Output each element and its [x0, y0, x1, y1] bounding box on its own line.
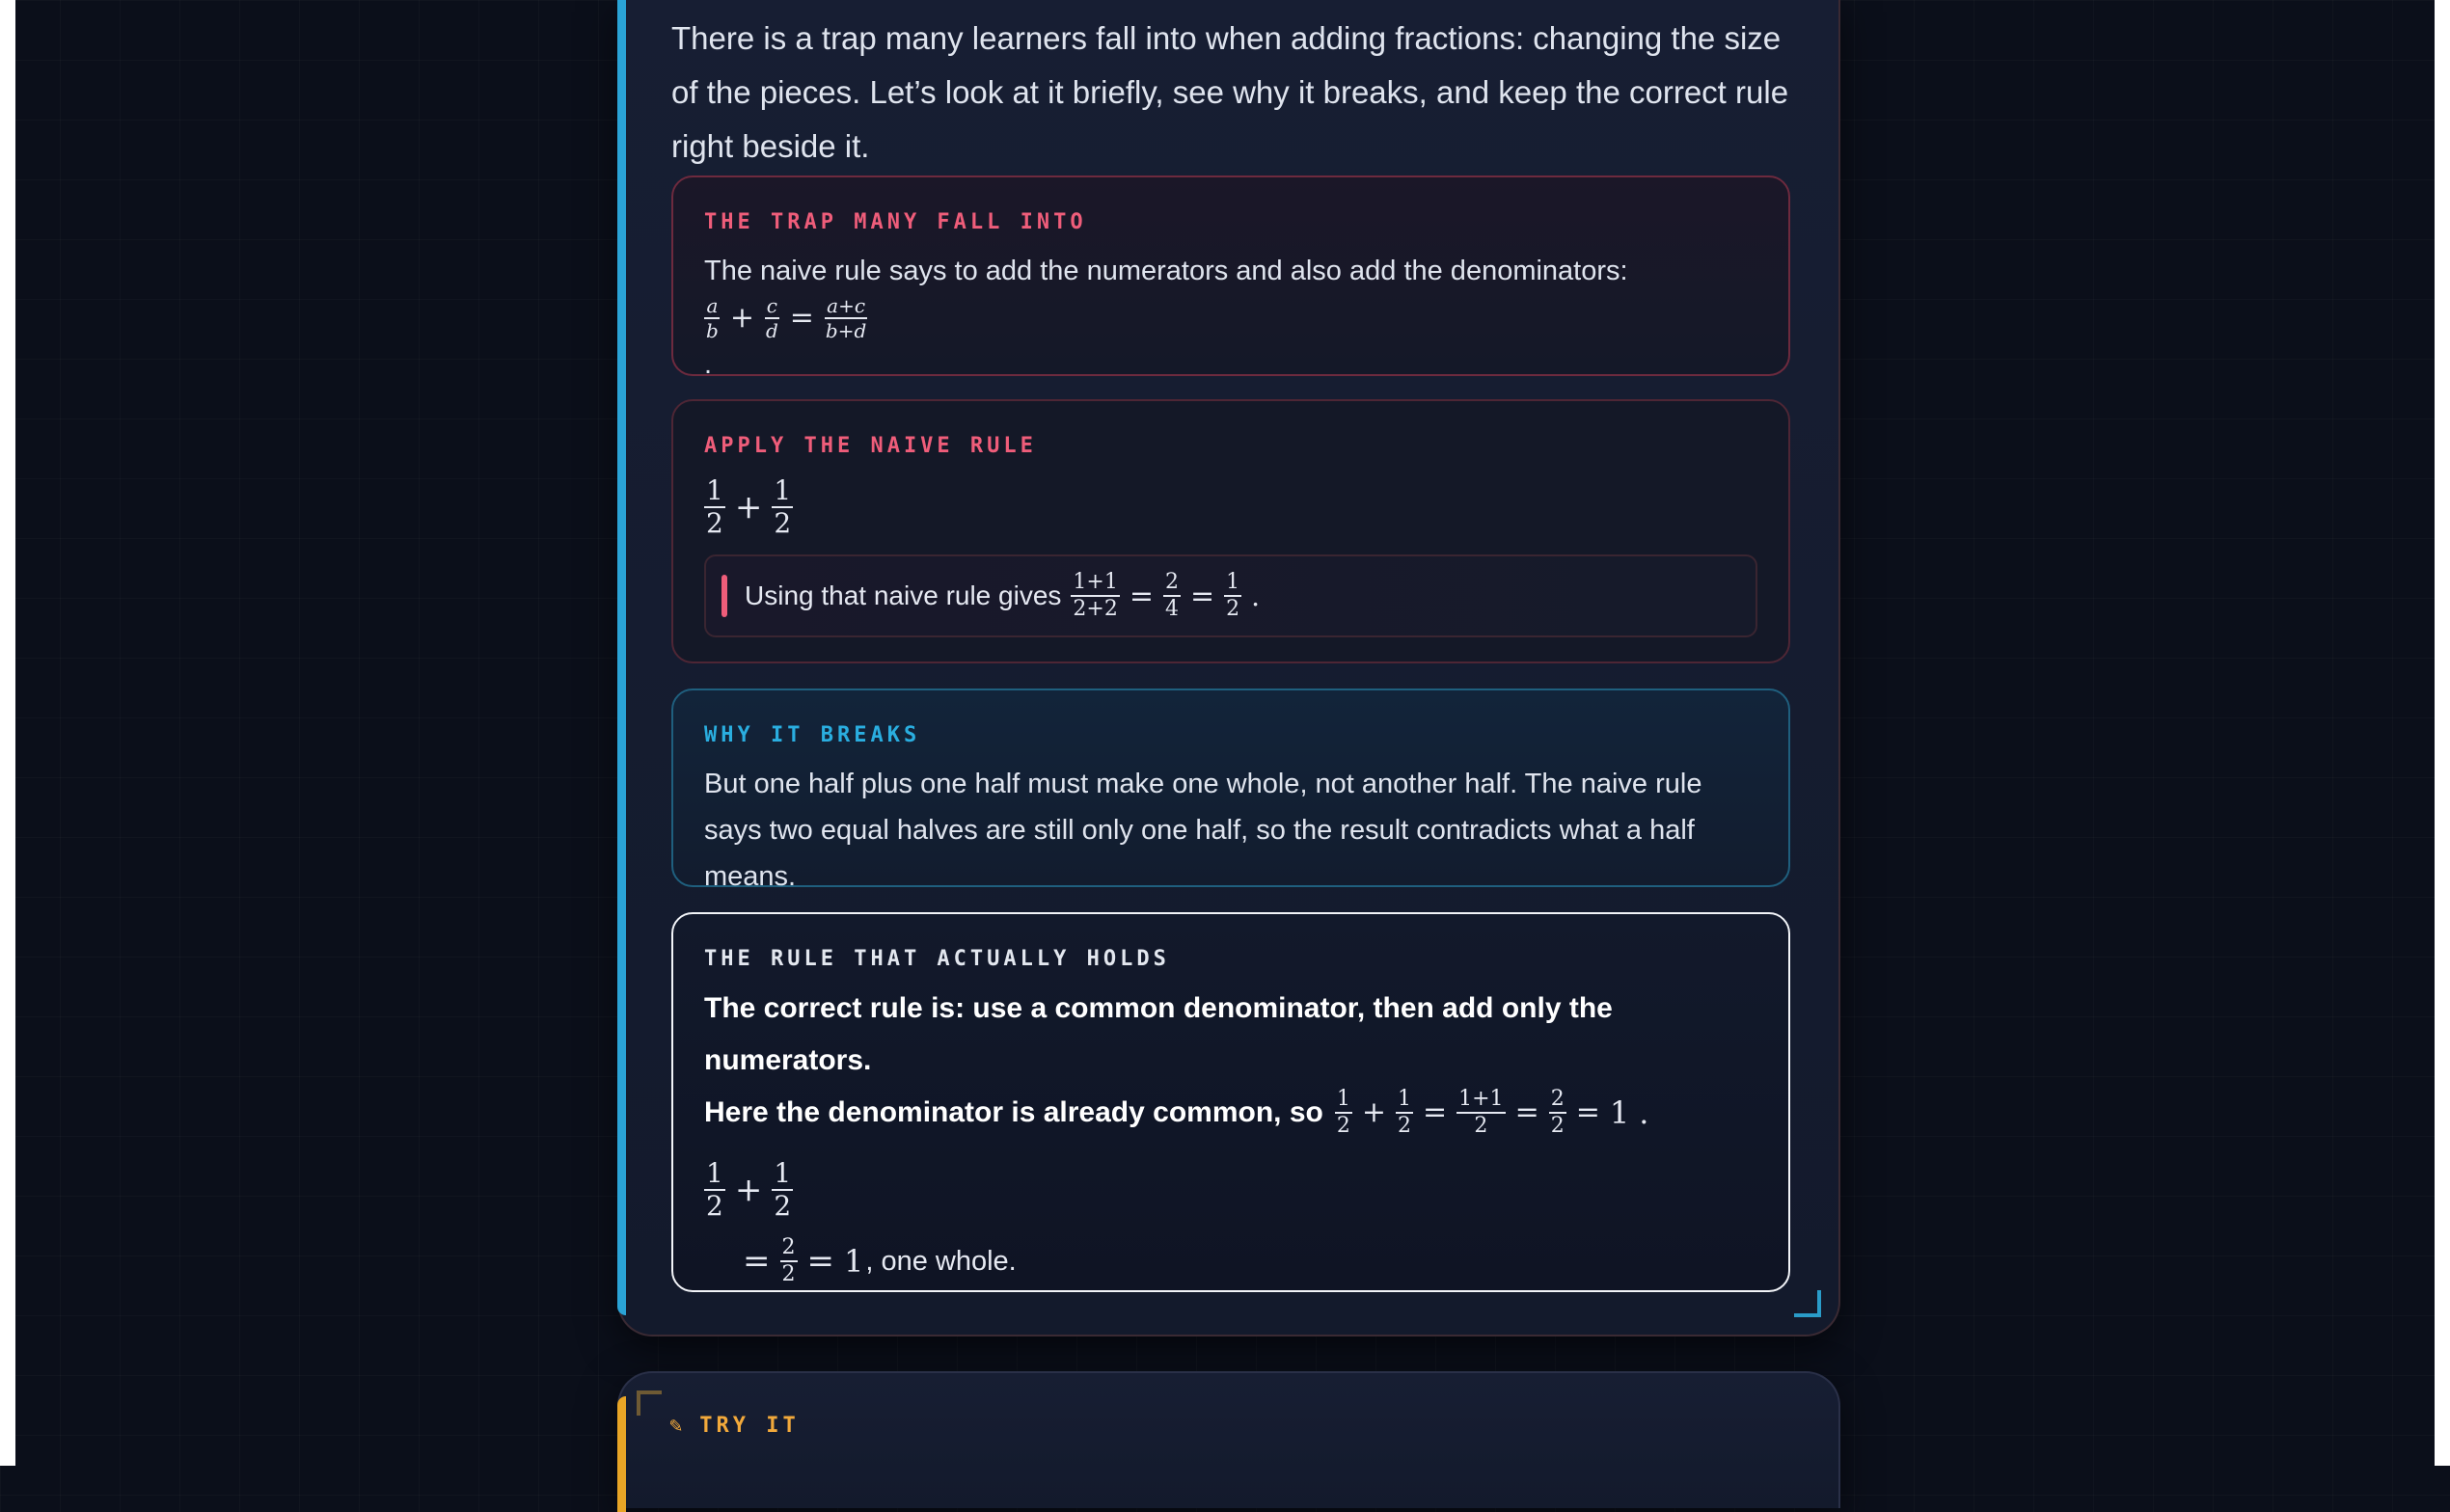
frac-den: 4 [1164, 597, 1179, 621]
rule-line-2 [704, 1087, 1757, 1139]
callout-end: . [1251, 580, 1261, 612]
frac-den: 2 [1474, 1114, 1488, 1138]
rule-label: THE RULE THAT ACTUALLY HOLDS [704, 947, 1170, 971]
frac-den: b+d [825, 319, 867, 343]
apply-expression [704, 474, 793, 539]
why-label: WHY IT BREAKS [704, 723, 921, 747]
try-it-label: TRY IT [699, 1414, 800, 1438]
frac-num: c [766, 294, 777, 318]
frac-num: 1 [1224, 572, 1241, 597]
callout-accent-bar [721, 575, 727, 617]
equals-sign: = [1514, 1095, 1539, 1129]
apply-label: APPLY THE NAIVE RULE [704, 434, 1037, 458]
try-it-header[interactable] [669, 1414, 800, 1438]
frac-den: 2+2 [1073, 597, 1118, 621]
frac-den: 2 [774, 1190, 792, 1222]
plus-sign: + [734, 1171, 763, 1209]
frac-num: 2 [1549, 1089, 1566, 1114]
rule-statement [704, 983, 1757, 1139]
plus-sign: + [729, 301, 754, 336]
naive-result-formula [1071, 572, 1260, 620]
lesson-card [617, 0, 1840, 1336]
result-one: 1 [1609, 1094, 1630, 1131]
plus-sign: + [1361, 1095, 1386, 1129]
rule-expression [704, 1157, 793, 1222]
frac-den: 2 [781, 1262, 796, 1286]
equals-sign: = [1422, 1095, 1448, 1129]
result-formula [743, 1237, 863, 1285]
callout-text [745, 572, 1260, 620]
card-accent-bar [617, 0, 626, 1315]
frac-den: b [706, 319, 719, 343]
trap-panel [671, 176, 1790, 381]
pencil-icon: ✎ [669, 1414, 687, 1438]
frac-num: 2 [1163, 572, 1181, 597]
trap-text-body: The naive rule says to add the numerators and also add the denominators: [704, 256, 1628, 286]
equals-sign: = [789, 301, 814, 336]
equals-sign: = [806, 1242, 834, 1281]
frac-den: 2 [1336, 1114, 1350, 1138]
trap-text-end: . [704, 349, 713, 381]
result-tail: , one whole. [865, 1245, 1017, 1277]
try-accent-bar [617, 1396, 626, 1512]
frac-den: 2 [1226, 597, 1240, 621]
formula-end: . [1639, 1094, 1649, 1131]
naive-rule-formula [704, 295, 868, 341]
trap-label: THE TRAP MANY FALL INTO [704, 210, 1087, 234]
frac-num: 1 [1335, 1089, 1352, 1114]
intro-paragraph: There is a trap many learners fall into when adding fractions: changing the size of the pieces. Let’s look at it briefly, see why it breaks, and keep the correct rule right beside it. [671, 20, 1789, 164]
window-frame-right [2435, 0, 2450, 1466]
frac-den: d [765, 319, 778, 343]
rule-line-1: The correct rule is: use a common denominator, then add only the numerators. [704, 992, 1613, 1076]
frac-den: 2 [706, 507, 723, 539]
apply-panel [671, 399, 1790, 663]
frac-num: 1 [774, 474, 792, 506]
frac-num: 1 [706, 474, 723, 506]
frac-den: 2 [774, 507, 792, 539]
equals-sign: = [1575, 1095, 1600, 1129]
try-it-card [617, 1371, 1840, 1508]
frac-num: 1 [774, 1157, 792, 1189]
corner-bracket-icon [637, 1390, 662, 1416]
rule-panel [671, 912, 1790, 1292]
trap-text [704, 248, 1757, 388]
frac-num: 2 [780, 1237, 798, 1262]
frac-num: 1+1 [1071, 572, 1119, 597]
why-text: But one half plus one half must make one whole, not another half. The naive rule says two equal halves are still only one half, so the result contradicts what a half means. [704, 769, 1702, 892]
callout-text-body: Using that naive rule gives [745, 580, 1062, 610]
frac-num: 1 [1396, 1089, 1413, 1114]
frac-den: 2 [1397, 1114, 1411, 1138]
equals-sign: = [743, 1242, 771, 1281]
equals-sign: = [1189, 579, 1215, 613]
correct-rule-formula [1335, 1087, 1649, 1139]
frac-den: 2 [1550, 1114, 1565, 1138]
frac-den: 2 [706, 1190, 723, 1222]
frac-num: a [706, 294, 719, 318]
corner-bracket-icon [1794, 1290, 1821, 1317]
why-panel [671, 688, 1790, 892]
result-one: 1 [844, 1243, 864, 1280]
rule-line-2-text: Here the denominator is already common, so [704, 1096, 1323, 1128]
rule-result-line [743, 1237, 1757, 1285]
window-frame-left [0, 0, 15, 1466]
frac-num: 1 [706, 1157, 723, 1189]
apply-callout [704, 554, 1757, 637]
frac-num: 1+1 [1456, 1089, 1505, 1114]
equals-sign: = [1129, 579, 1154, 613]
frac-num: a+c [827, 294, 866, 318]
plus-sign: + [734, 488, 763, 526]
